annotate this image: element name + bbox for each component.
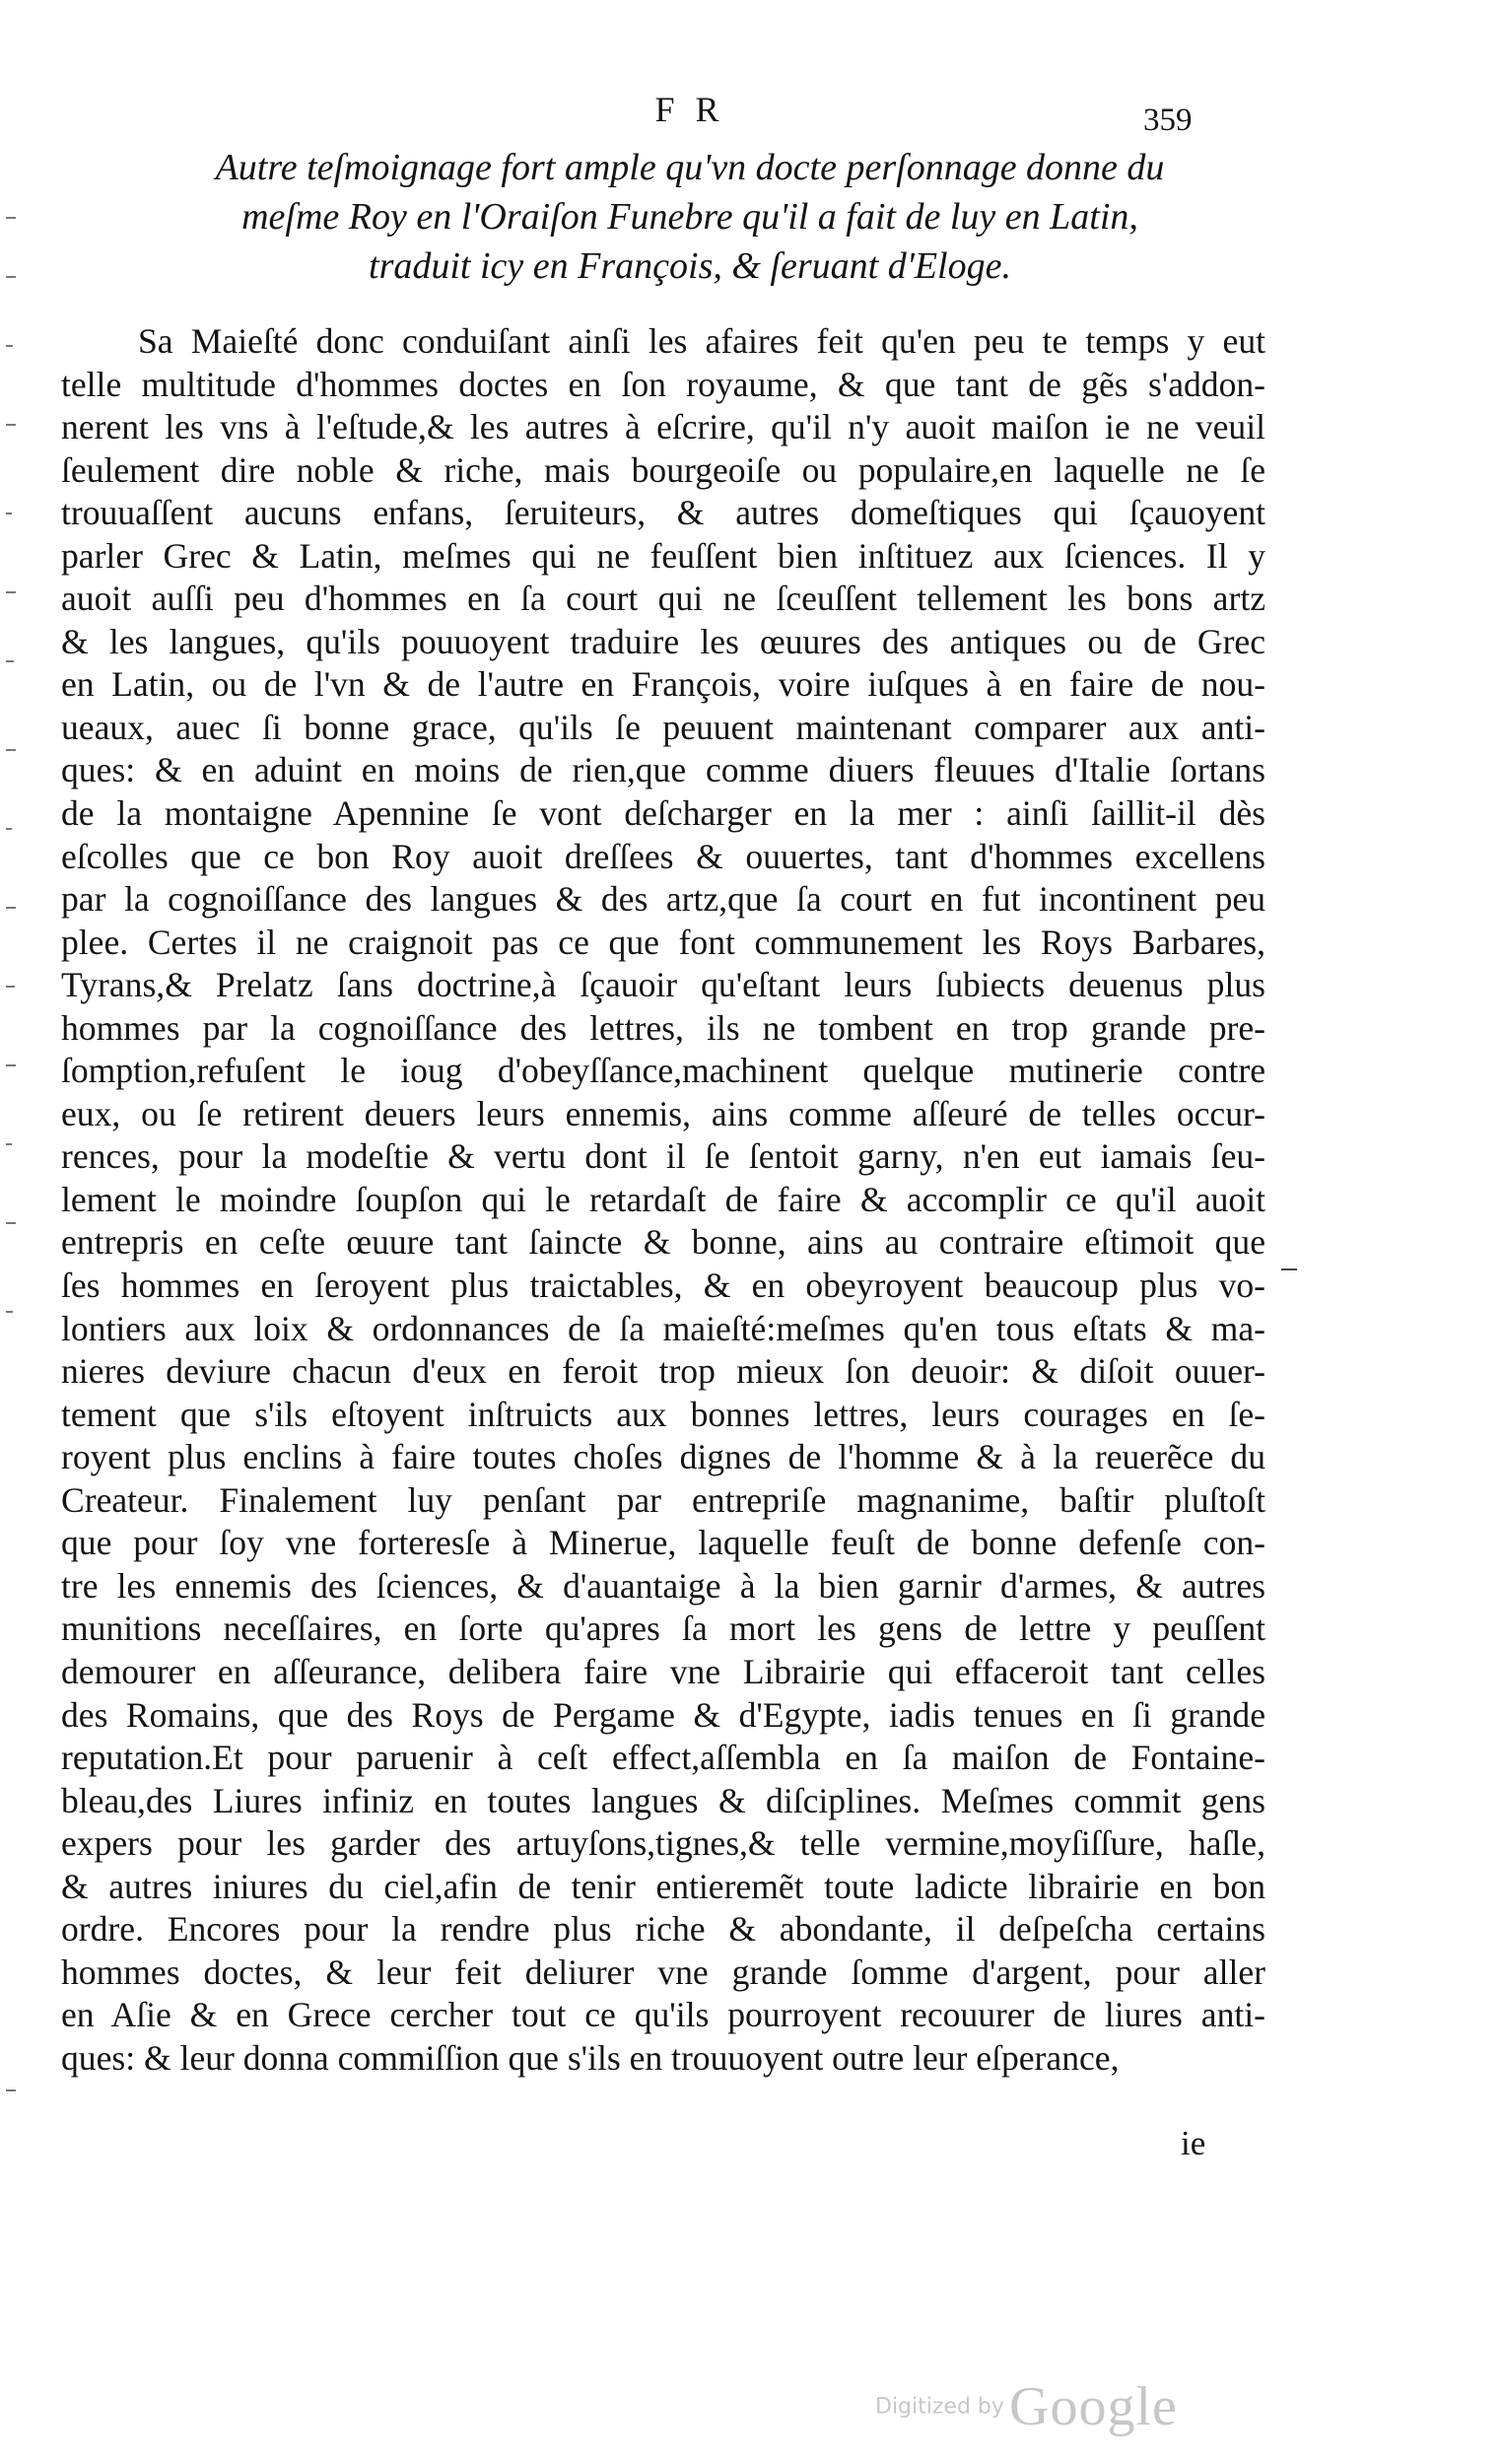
body-line: tement que s'ils eſtoyent inſtruicts aux bonnes lettres, leurs courages en ſe- — [61, 1394, 1265, 1434]
body-line: eux, ou ſe retirent deuers leurs ennemis, ains comme aſſeuré de telles occur- — [61, 1093, 1265, 1133]
body-line: tre les ennemis des ſciences, & d'auantaige à la bien garnir d'armes, & autres — [61, 1565, 1265, 1606]
body-line: & les langues, qu'ils pouuoyent traduire les œuures des antiques ou de Grec — [61, 621, 1265, 661]
body-line: ques: & en aduint en moins de rien,que comme diuers fleuues d'Italie ſortans — [61, 750, 1265, 790]
body-line: munitions neceſſaires, en ſorte qu'apres ſa mort les gens de lettre y peuſſent — [61, 1608, 1265, 1649]
body-line: ſeulement dire noble & riche, mais bourgeoiſe ou populaire,en laquelle ne ſe — [61, 449, 1265, 490]
body-line: que pour ſoy vne forteresſe à Minerue, laquelle feuſt de bonne defenſe con- — [61, 1523, 1265, 1563]
body-line: auoit auſſi peu d'hommes en ſa court qui ne ſceuſſent tellement les bons artz — [61, 579, 1265, 619]
body-line: demourer en aſſeurance, delibera faire vne Librairie qui effaceroit tant celles — [61, 1651, 1265, 1691]
body-line: expers pour les garder des artuyſons,tignes,& telle vermine,moyſiſſure, haſle, — [61, 1823, 1265, 1864]
heading-line: traduit icy en François, & ſeruant d'Eloge. — [369, 245, 1011, 287]
body-line: hommes par la cognoiſſance des lettres, ils ne tombent en trop grande pre- — [61, 1007, 1265, 1048]
body-line: plee. Certes il ne craignoit pas ce que font communement les Roys Barbares, — [61, 922, 1265, 962]
body-line: hommes doctes, & leur feit deliurer vne grande ſomme d'argent, pour aller — [61, 1951, 1265, 1992]
heading-line: Autre teſmoignage fort ample qu'vn docte perſonnage donne du — [215, 147, 1165, 188]
body-line: ueaux, auec ſi bonne grace, qu'ils ſe peuuent maintenant comparer aux anti- — [61, 707, 1265, 747]
body-line: lement le moindre ſoupſon qui le retardaſt de faire & accomplir ce qu'il auoit — [61, 1179, 1265, 1219]
body-line: eſcolles que ce bon Roy auoit dreſſees & ouuertes, tant d'hommes excellens — [61, 836, 1265, 876]
section-heading — [123, 143, 1257, 291]
body-line: & autres iniures du ciel,afin de tenir entieremẽt toute ladicte librairie en bon — [61, 1866, 1265, 1906]
heading-line: meſme Roy en l'Oraiſon Funebre qu'il a fait de luy en Latin, — [241, 196, 1138, 238]
body-paragraph — [61, 320, 1265, 2080]
digitized-watermark — [875, 2375, 1178, 2438]
catchword: ie — [1181, 2124, 1206, 2162]
watermark-prefix: Digitized by — [875, 2394, 1004, 2420]
body-line: royent plus enclins à faire toutes choſes dignes de l'homme & à la reuerẽce du — [61, 1437, 1265, 1477]
body-line: nieres deviure chacun d'eux en feroit trop mieux ſon deuoir: & diſoit ouuer- — [61, 1351, 1265, 1392]
body-line: ordre. Encores pour la rendre plus riche & abondante, il deſpeſcha certains — [61, 1909, 1265, 1950]
left-margin-bleed-marks — [6, 197, 26, 2168]
body-line: ſes hommes en ſeroyent plus traictables, & en obeyroyent beaucoup plus vo- — [61, 1266, 1265, 1306]
body-line: par la cognoiſſance des langues & des artz,que ſa court en fut incontinent peu — [61, 879, 1265, 920]
body-line: rences, pour la modeſtie & vertu dont il ſe ſentoit garny, n'en eut iamais ſeu- — [61, 1136, 1265, 1177]
watermark-brand-logo: Google — [1009, 2376, 1178, 2437]
body-line: lontiers aux loix & ordonnances de ſa maieſté:meſmes qu'en tous eſtats & ma- — [61, 1308, 1265, 1348]
body-line: Tyrans,& Prelatz ſans doctrine,à ſçauoir qu'eſtant leurs ſubiects deuenus plus — [61, 965, 1265, 1005]
body-line: ſomption,refuſent le ioug d'obeyſſance,machinent quelque mutinerie contre — [61, 1051, 1265, 1091]
running-head: F R — [654, 90, 725, 129]
body-line: des Romains, que des Roys de Pergame & d'Egypte, iadis tenues en ſi grande — [61, 1694, 1265, 1735]
body-line: Createur. Finalement luy penſant par entrepriſe magnanime, baſtir pluſtoſt — [61, 1479, 1265, 1520]
body-line: nerent les vns à l'eſtude,& les autres à eſcrire, qu'il n'y auoit maiſon ie ne veuil — [61, 407, 1265, 447]
body-line: entrepris en ceſte œuure tant ſaincte & bonne, ains au contraire eſtimoit que — [61, 1222, 1265, 1263]
body-line: bleau,des Liures infiniz en toutes langues & diſciplines. Meſmes commit gens — [61, 1780, 1265, 1820]
body-line: trouuaſſent aucuns enfans, ſeruiteurs, & autres domeſtiques qui ſçauoyent — [61, 493, 1265, 533]
body-line: telle multitude d'hommes doctes en ſon royaume, & que tant de gẽs s'addon- — [61, 364, 1265, 404]
body-line: Sa Maieſté donc conduiſant ainſi les afaires feit qu'en peu te temps y eut — [138, 321, 1265, 361]
body-line: ques: & leur donna commiſſion que s'ils en trouuoyent outre leur eſperance, — [61, 2037, 1120, 2078]
page-number: 359 — [1143, 103, 1193, 138]
body-line: parler Grec & Latin, meſmes qui ne feuſſent bien inſtituez aux ſciences. Il y — [61, 535, 1265, 576]
body-line: en Latin, ou de l'vn & de l'autre en François, voire iuſques à en faire de nou- — [61, 664, 1265, 705]
body-line: reputation.Et pour paruenir à ceſt effect,aſſembla en ſa maiſon de Fontaine- — [61, 1738, 1265, 1778]
body-line: en Aſie & en Grece cercher tout ce qu'ils pourroyent recouurer de liures anti- — [61, 1995, 1265, 2035]
right-margin-dash — [1281, 1268, 1297, 1270]
body-line: de la montaigne Apennine ſe vont deſcharger en la mer : ainſi ſaillit-il dès — [61, 793, 1265, 834]
